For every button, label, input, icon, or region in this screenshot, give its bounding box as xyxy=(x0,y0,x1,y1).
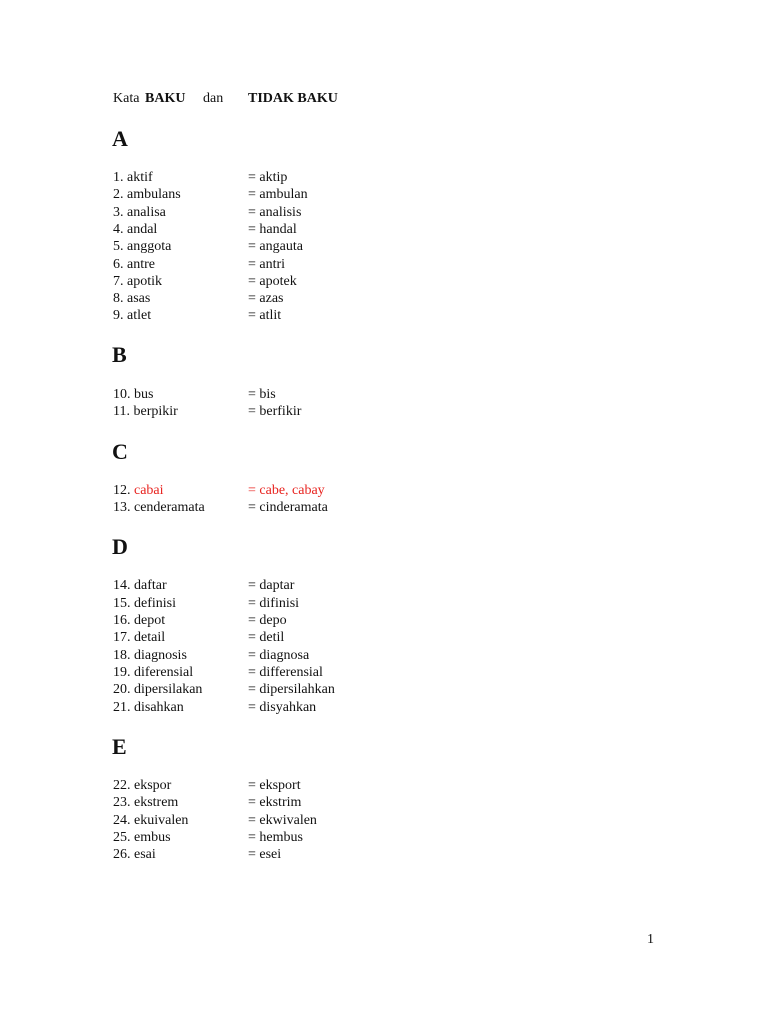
list-item-tidak-baku: = azas xyxy=(248,291,284,306)
list-item-baku: 17. detail xyxy=(113,630,166,645)
list-item-baku: 21. disahkan xyxy=(113,700,184,715)
list-item-tidak-baku: = angauta xyxy=(248,239,303,254)
list-item-tidak-baku: = dipersilahkan xyxy=(248,682,335,697)
list-item-tidak-baku: = esei xyxy=(248,847,282,862)
section-letter-a: A xyxy=(112,126,128,151)
list-item-tidak-baku: = antri xyxy=(248,257,286,272)
highlighted-word: cabai xyxy=(134,483,164,498)
heading-kata: Kata xyxy=(113,91,140,106)
list-item-baku: 16. depot xyxy=(113,613,166,628)
list-item-baku: 2. ambulans xyxy=(113,187,181,202)
list-item-tidak-baku: = hembus xyxy=(248,830,303,845)
list-item-baku: 11. berpikir xyxy=(113,404,178,419)
heading-baku: BAKU xyxy=(145,91,186,106)
list-item-baku: 8. asas xyxy=(113,291,151,306)
list-item-baku: 26. esai xyxy=(113,847,156,862)
list-item-baku: 6. antre xyxy=(113,257,155,272)
list-item-tidak-baku: = daptar xyxy=(248,578,295,593)
list-item-tidak-baku: = berfikir xyxy=(248,404,302,419)
section-letter-b: B xyxy=(112,342,127,367)
list-item-baku: 24. ekuivalen xyxy=(113,813,189,828)
list-item-tidak-baku: = ekstrim xyxy=(248,795,302,810)
list-item-tidak-baku: = differensial xyxy=(248,665,323,680)
list-item-baku: 22. ekspor xyxy=(113,778,172,793)
list-item-tidak-baku: = difinisi xyxy=(248,596,300,611)
list-item-baku: 23. ekstrem xyxy=(113,795,179,810)
list-item-tidak-baku: = atlit xyxy=(248,308,282,323)
list-item-tidak-baku: = ekwivalen xyxy=(248,813,317,828)
list-item-baku: 20. dipersilakan xyxy=(113,682,203,697)
list-item-tidak-baku: = disyahkan xyxy=(248,700,317,715)
section-letter-c: C xyxy=(112,439,128,464)
list-item-baku: 15. definisi xyxy=(113,596,176,611)
list-item-baku: 5. anggota xyxy=(113,239,172,254)
list-item-tidak-baku: = eksport xyxy=(248,778,301,793)
section-letter-d: D xyxy=(112,534,128,559)
list-item-tidak-baku: = bis xyxy=(248,387,276,402)
list-item-tidak-baku: = aktip xyxy=(248,170,288,185)
list-item-baku: 25. embus xyxy=(113,830,171,845)
list-item-baku: 13. cenderamata xyxy=(113,500,205,515)
list-item-baku: 14. daftar xyxy=(113,578,167,593)
list-item-baku: 1. aktif xyxy=(113,170,153,185)
heading-dan: dan xyxy=(203,91,224,106)
heading-tidak-baku: TIDAK BAKU xyxy=(248,91,338,106)
list-item-baku: 18. diagnosis xyxy=(113,648,187,663)
page-number: 1 xyxy=(647,932,654,947)
list-item-tidak-baku: = apotek xyxy=(248,274,297,289)
list-item-baku: 3. analisa xyxy=(113,205,166,220)
list-item-tidak-baku: = cinderamata xyxy=(248,500,328,515)
list-item-baku: 4. andal xyxy=(113,222,158,237)
list-item-baku: 10. bus xyxy=(113,387,154,402)
list-item-tidak-baku: = analisis xyxy=(248,205,302,220)
list-item-tidak-baku-highlighted: = cabe, cabay xyxy=(248,483,325,498)
list-item-tidak-baku: = ambulan xyxy=(248,187,308,202)
list-item-baku: 9. atlet xyxy=(113,308,152,323)
list-item-baku: 19. diferensial xyxy=(113,665,194,680)
list-item-baku-highlighted: 12. cabai xyxy=(113,483,164,498)
list-item-baku: 7. apotik xyxy=(113,274,162,289)
list-item-tidak-baku: = depo xyxy=(248,613,287,628)
list-item-tidak-baku: = handal xyxy=(248,222,297,237)
list-item-tidak-baku: = diagnosa xyxy=(248,648,310,663)
section-letter-e: E xyxy=(112,734,127,759)
list-item-tidak-baku: = detil xyxy=(248,630,285,645)
